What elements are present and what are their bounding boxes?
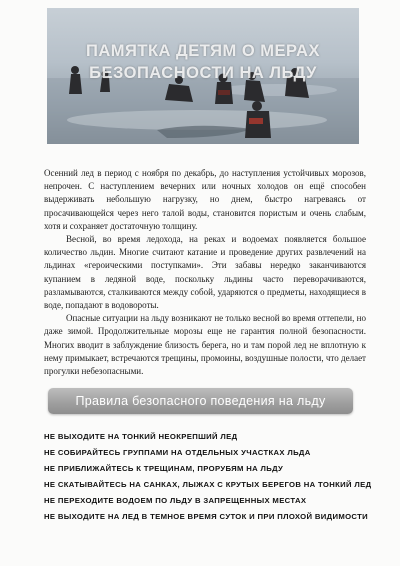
- hero-photo: [47, 8, 359, 144]
- paragraph-spring-ice: Весной, во время ледохода, на реках и водоемах появляется большое количество льдин. Многие считают катание и проведение других развлечений на льдинах «героическими поступками». Эти забавы нередко заканчиваются купанием в ледяной воде, поскольку льдины часто переворачиваются, разламываются, сталкиваются между собой, ударяются о предметы, находящиеся в воде, попадают в водовороты.: [44, 234, 366, 311]
- rule-item: НЕ ВЫХОДИТЕ НА ТОНКИЙ НЕОКРЕПШИЙ ЛЕД: [44, 432, 238, 441]
- rule-item: НЕ СОБИРАЙТЕСЬ ГРУППАМИ НА ОТДЕЛЬНЫХ УЧАСТКАХ ЛЬДА: [44, 448, 311, 458]
- memo-title-line-2: БЕЗОПАСНОСТИ НА ЛЬДУ: [89, 64, 317, 82]
- rule-item: НЕ ПРИБЛИЖАЙТЕСЬ К ТРЕЩИНАМ, ПРОРУБЯМ НА ЛЬДУ: [44, 464, 284, 474]
- paragraph-dangerous-situations: Опасные ситуации на льду возникают не только весной во время оттепели, но даже зимой. Продолжительные морозы еще не гарантия полной безопасности. Многих вводит в заблуждение близость берега, но и там порой лед не вплотную к нему примыкает, встречаются трещины, промоины, воздушные полости, что делает прогулки небезопасными.: [44, 313, 366, 377]
- rule-item: НЕ СКАТЫВАЙТЕСЬ НА САНКАХ, ЛЫЖАХ С КРУТЫХ БЕРЕГОВ НА ТОНКИЙ ЛЕД: [44, 480, 372, 490]
- rule-item: НЕ ВЫХОДИТЕ НА ЛЕД В ТЕМНОЕ ВРЕМЯ СУТОК И ПРИ ПЛОХОЙ ВИДИМОСТИ: [44, 512, 369, 522]
- article-body: [44, 167, 366, 378]
- rules-banner: Правила безопасного поведения на льду: [48, 388, 353, 414]
- safety-rules-list: [44, 432, 374, 529]
- paragraph-autumn-ice: Осенний лед в период с ноября по декабрь, до наступления устойчивых морозов, непрочен. С наступлением вечерних или ночных холодов он ещё способен выдерживать небольшую нагрузку, но днем, быстро нагреваясь от просачивающейся через него талой воды, становится пористым и очень слабым, хотя и сохраняет достаточную толщину.: [44, 168, 366, 231]
- memo-title-line-1: ПАМЯТКА ДЕТЯМ О МЕРАХ: [86, 42, 320, 60]
- rule-item: НЕ ПЕРЕХОДИТЕ ВОДОЕМ ПО ЛЬДУ В ЗАПРЕЩЕННЫХ МЕСТАХ: [44, 496, 307, 506]
